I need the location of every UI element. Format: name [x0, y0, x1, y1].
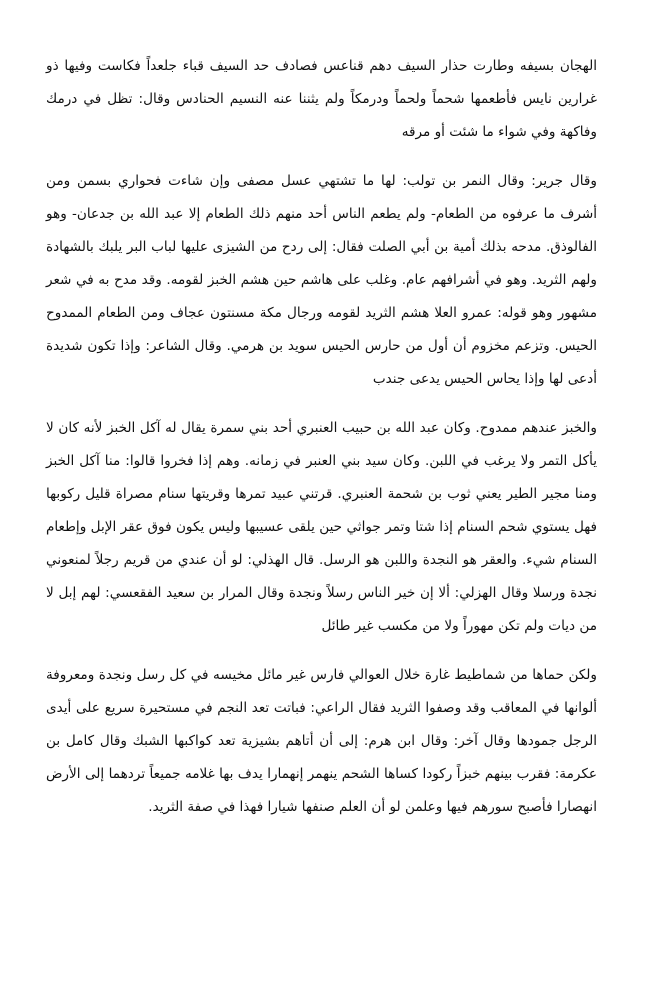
paragraph-3: والخبز عندهم ممدوح. وكان عبد الله بن حبيب العنبري أحد بني سمرة يقال له آكل الخبز لأنه كان لا يأكل التمر ولا يرغب في اللبن. وكان سيد بني العنبر في زمانه. وهم إذا فخروا قالوا: منا آكل الخبز ومنا مجير الطير يعني ثوب بن شحمة العنبري. قرتني عبيد تمرها وقريتها سنام مصراة قليل ركوبها فهل يستوي شحم السنام إذا شتا وتمر جواثي حين يلقى عسيبها وليس يكون فوق عقر الإبل وإطعام السنام شيء. والعقر هو النجدة واللبن هو الرسل. قال الهذلي: لو أن عندي من قريم رجلاً لمنعوني نجدة ورسلا وقال الهزلي: ألا إن خير الناس رسلاً ونجدة وقال المرار بن سعيد الفقعسي: لهم إبل لا من ديات ولم تكن مهوراً ولا من مكسب غير طائل	[46, 420, 597, 634]
document-page	[46, 50, 597, 824]
paragraph-2: وقال جرير: وقال النمر بن تولب: لها ما تشتهي عسل مصفى وإن شاءت فحواري بسمن ومن أشرف ما عرفوه من الطعام- ولم يطعم الناس أحد منهم ذلك الطعام إلا عبد الله بن جدعان- وهو الفالوذق. مدحه بذلك أمية بن أبي الصلت فقال: إلى ردح من الشيزى عليها لباب البر يلبك بالشهادة ولهم الثريد. وهو في أشرافهم عام. وغلب على هاشم حين هشم الخبز لقومه. وقد مدح به في شعر مشهور وهو قوله: عمرو العلا هشم الثريد لقومه ورجال مكة مسنتون عجاف ومن الطعام الممدوح الحيس. وتزعم مخزوم أن أول من حارس الحيس سويد بن هرمي. وقال الشاعر: وإذا تكون شديدة أدعى لها وإذا يحاس الحيس يدعى جندب	[46, 173, 597, 387]
paragraph-1: الهجان بسيفه وطارت حذار السيف دهم قناعس فصادف حد السيف قباء جلعداً فكاست وفيها ذو غرارين نايس فأطعمها شحماً ولحماً ودرمكاً ولم يثننا عنه النسيم الحنادس وقال: تظل في درمك وفاكهة وفي شواء ما شئت أو مرقه	[46, 58, 597, 140]
paragraph-4: ولكن حماها من شماطيط غارة خلال العوالي فارس غير مائل مخيسه في كل رسل ونجدة ومعروفة ألوانها في المعاقب وقد وصفوا الثريد فقال الراعي: فباتت تعد النجم في مستحيرة سريع على أيدى الرجل جمودها وقال آخر: وقال ابن هرم: إلى أن أتاهم بشيزية تعد كواكبها الشبك وقال كامل بن عكرمة: فقرب بينهم خبزاً ركودا كساها الشحم ينهمر إنهمارا يدف بها غلامه جميعاً تردهما إلى الأرض انهصارا فأصبح سورهم فيها وعلمن لو أن العلم صنفها شيارا فهذا في صفة الثريد.	[46, 667, 597, 815]
